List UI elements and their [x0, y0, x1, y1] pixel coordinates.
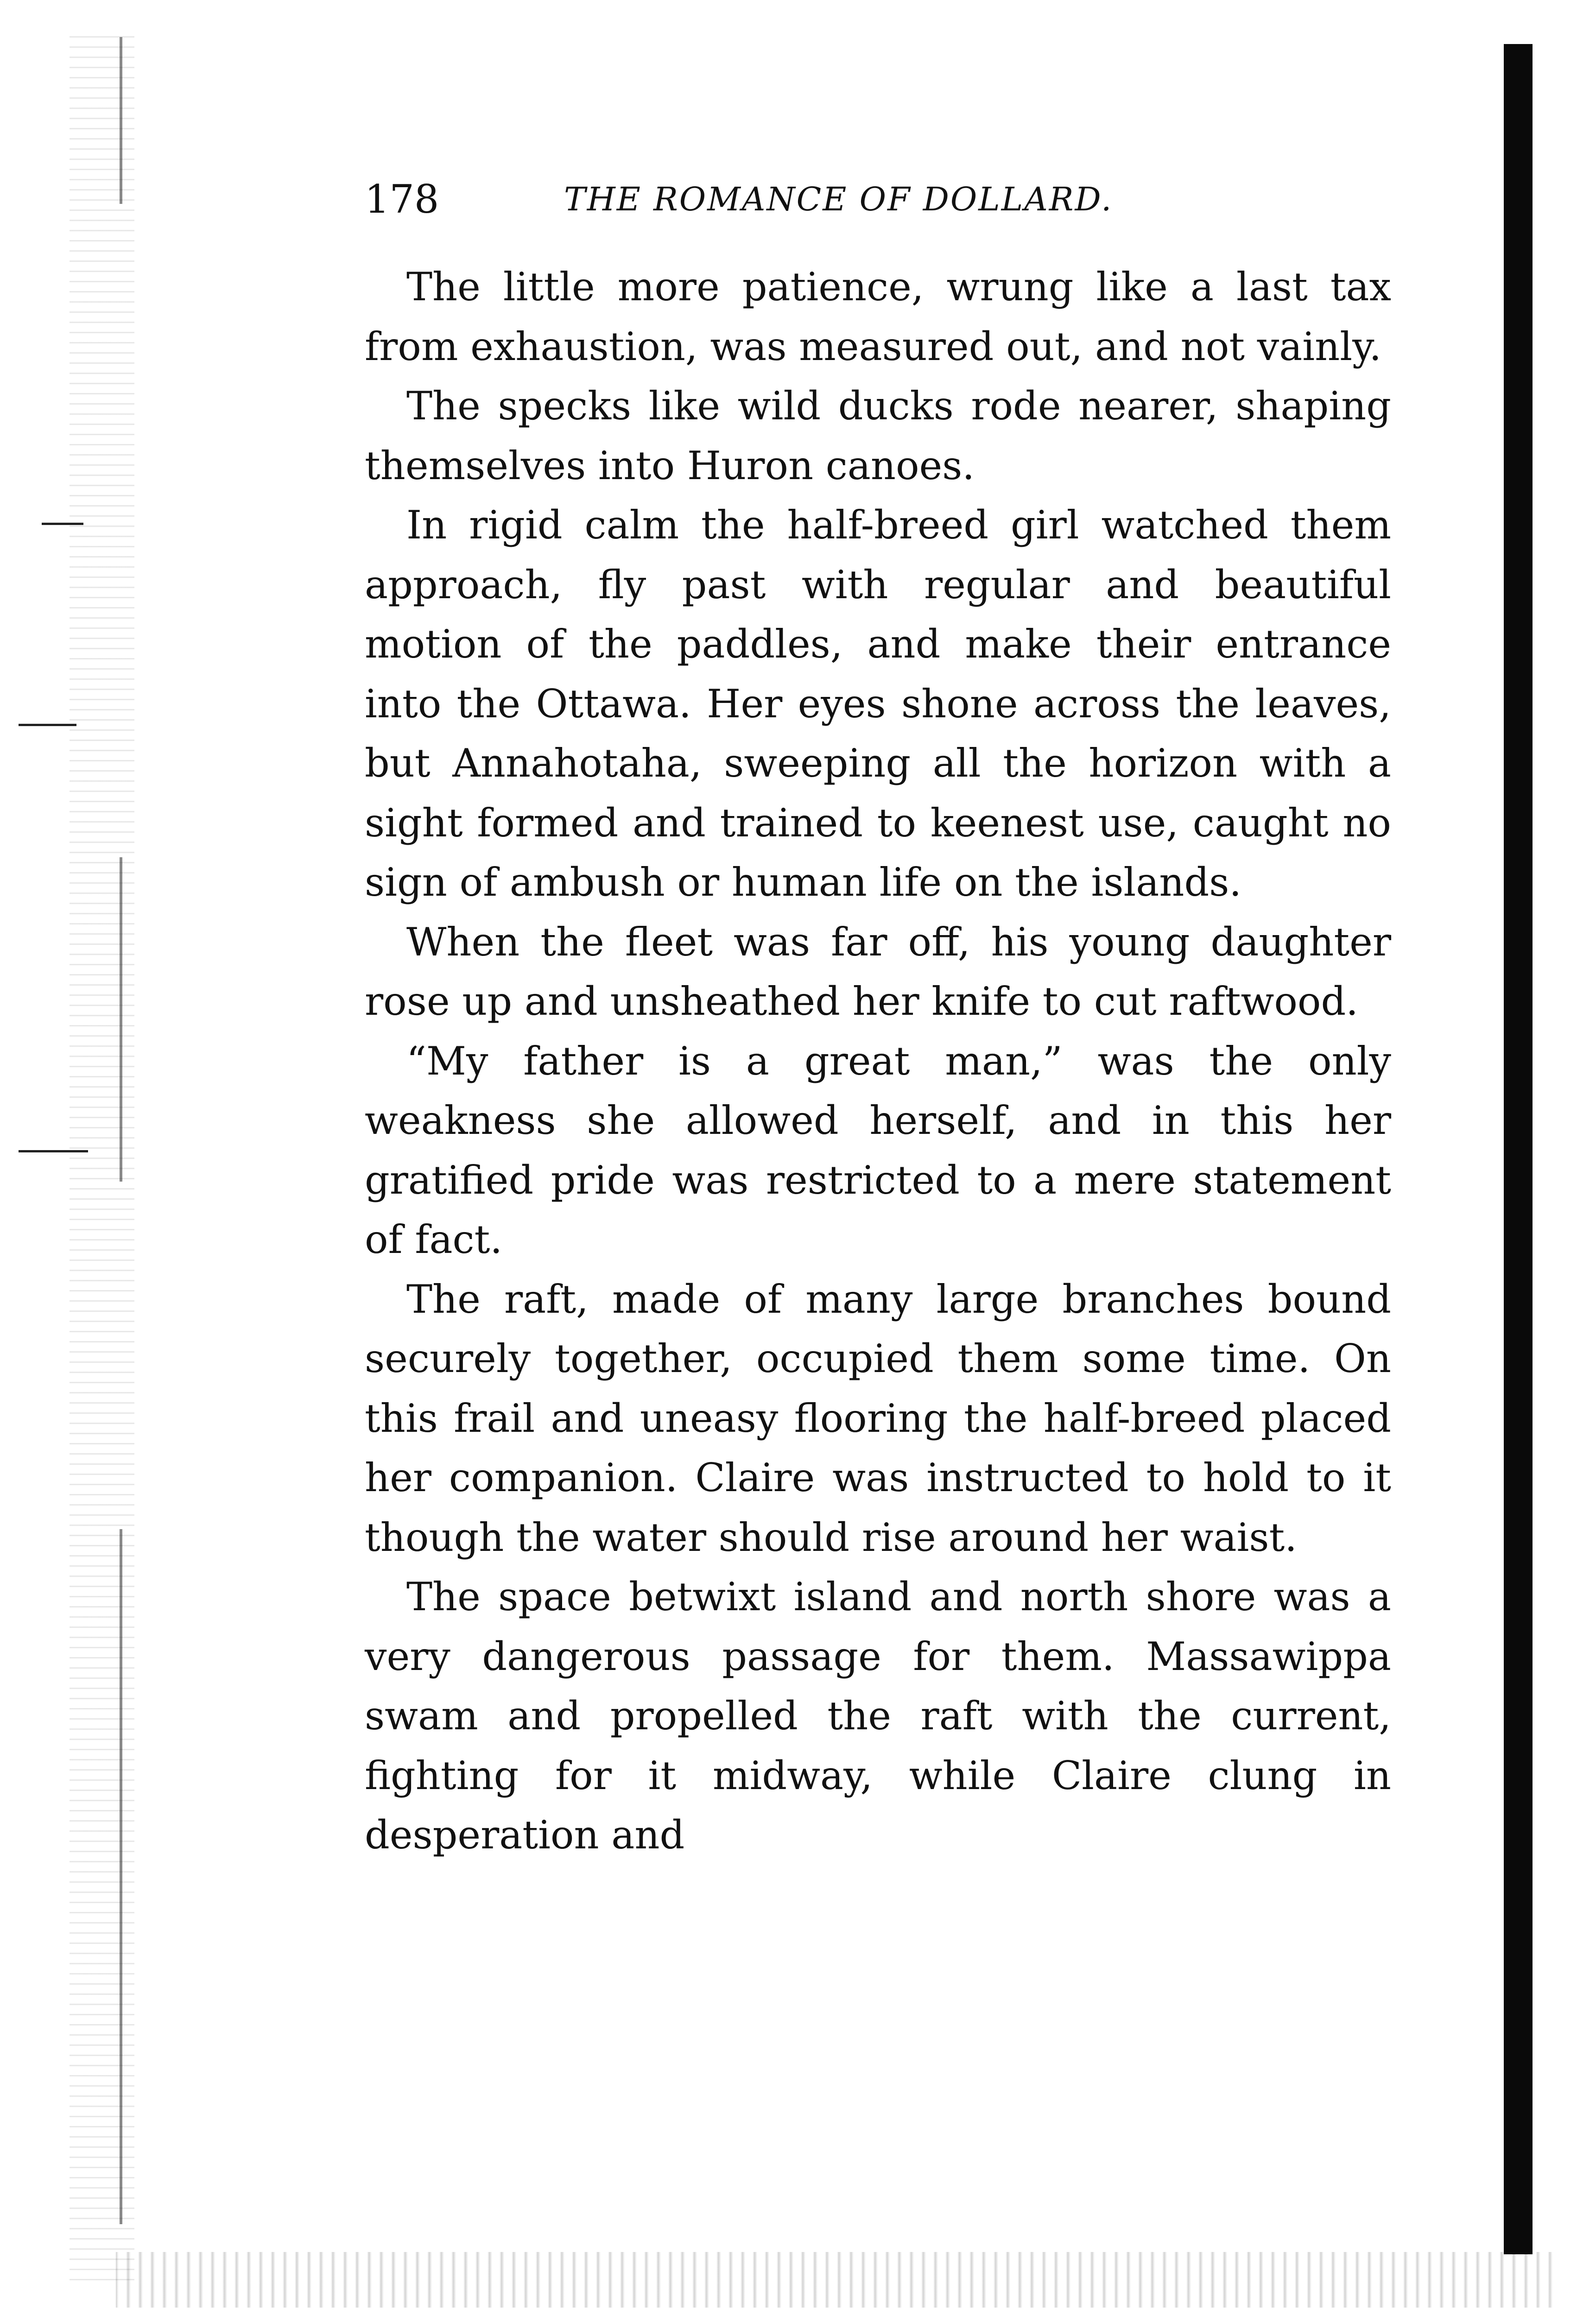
paragraph: The space betwixt island and north shore was a very dangerous passage for them. Massawippa swam and propelled the raft with the current, fighting for it midway, while Claire clung in desperation and [365, 1574, 1391, 1858]
margin-mark [19, 1150, 88, 1152]
margin-mark [19, 724, 76, 726]
paragraph: “My father is a great man,” was the only weakness she allowed herself, and in this her gratified pride was restricted to a mere statement of fact. [365, 1038, 1391, 1262]
binding-edge-line [120, 1529, 122, 2224]
paragraph: In rigid calm the half-breed girl watched them approach, fly past with regular and beautiful motion of the paddles, and make their entrance into the Ottawa. Her eyes shone across the leaves, but Annahotaha, sweeping all the horizon with a sight formed and trained to keenest use, caught no sign of ambush or human life on the islands. [365, 502, 1391, 905]
running-head: THE ROMANCE OF DOLLARD. [564, 180, 1113, 218]
binding-edge-line [120, 857, 122, 1182]
page-number: 178 [365, 177, 439, 222]
binding-edge-line [120, 37, 122, 204]
body-text [365, 257, 1391, 1865]
page-header [365, 171, 1393, 236]
paragraph: The raft, made of many large branches bound securely together, occupied them some time. On this frail and uneasy flooring the half-breed placed her companion. Claire was instructed to hold to it though the water should rise around her waist. [365, 1276, 1391, 1560]
paragraph: The little more patience, wrung like a last tax from exhaustion, was measured out, and not vainly. [365, 264, 1391, 369]
scan-bottom-noise [116, 2252, 1552, 2308]
margin-mark [42, 523, 83, 525]
scan-edge-bar [1504, 44, 1533, 2254]
paragraph: When the fleet was far off, his young daughter rose up and unsheathed her knife to cut raftwood. [365, 919, 1391, 1024]
paragraph: The specks like wild ducks rode nearer, shaping themselves into Huron canoes. [365, 383, 1391, 488]
binding-edge-shadow [70, 28, 134, 2289]
